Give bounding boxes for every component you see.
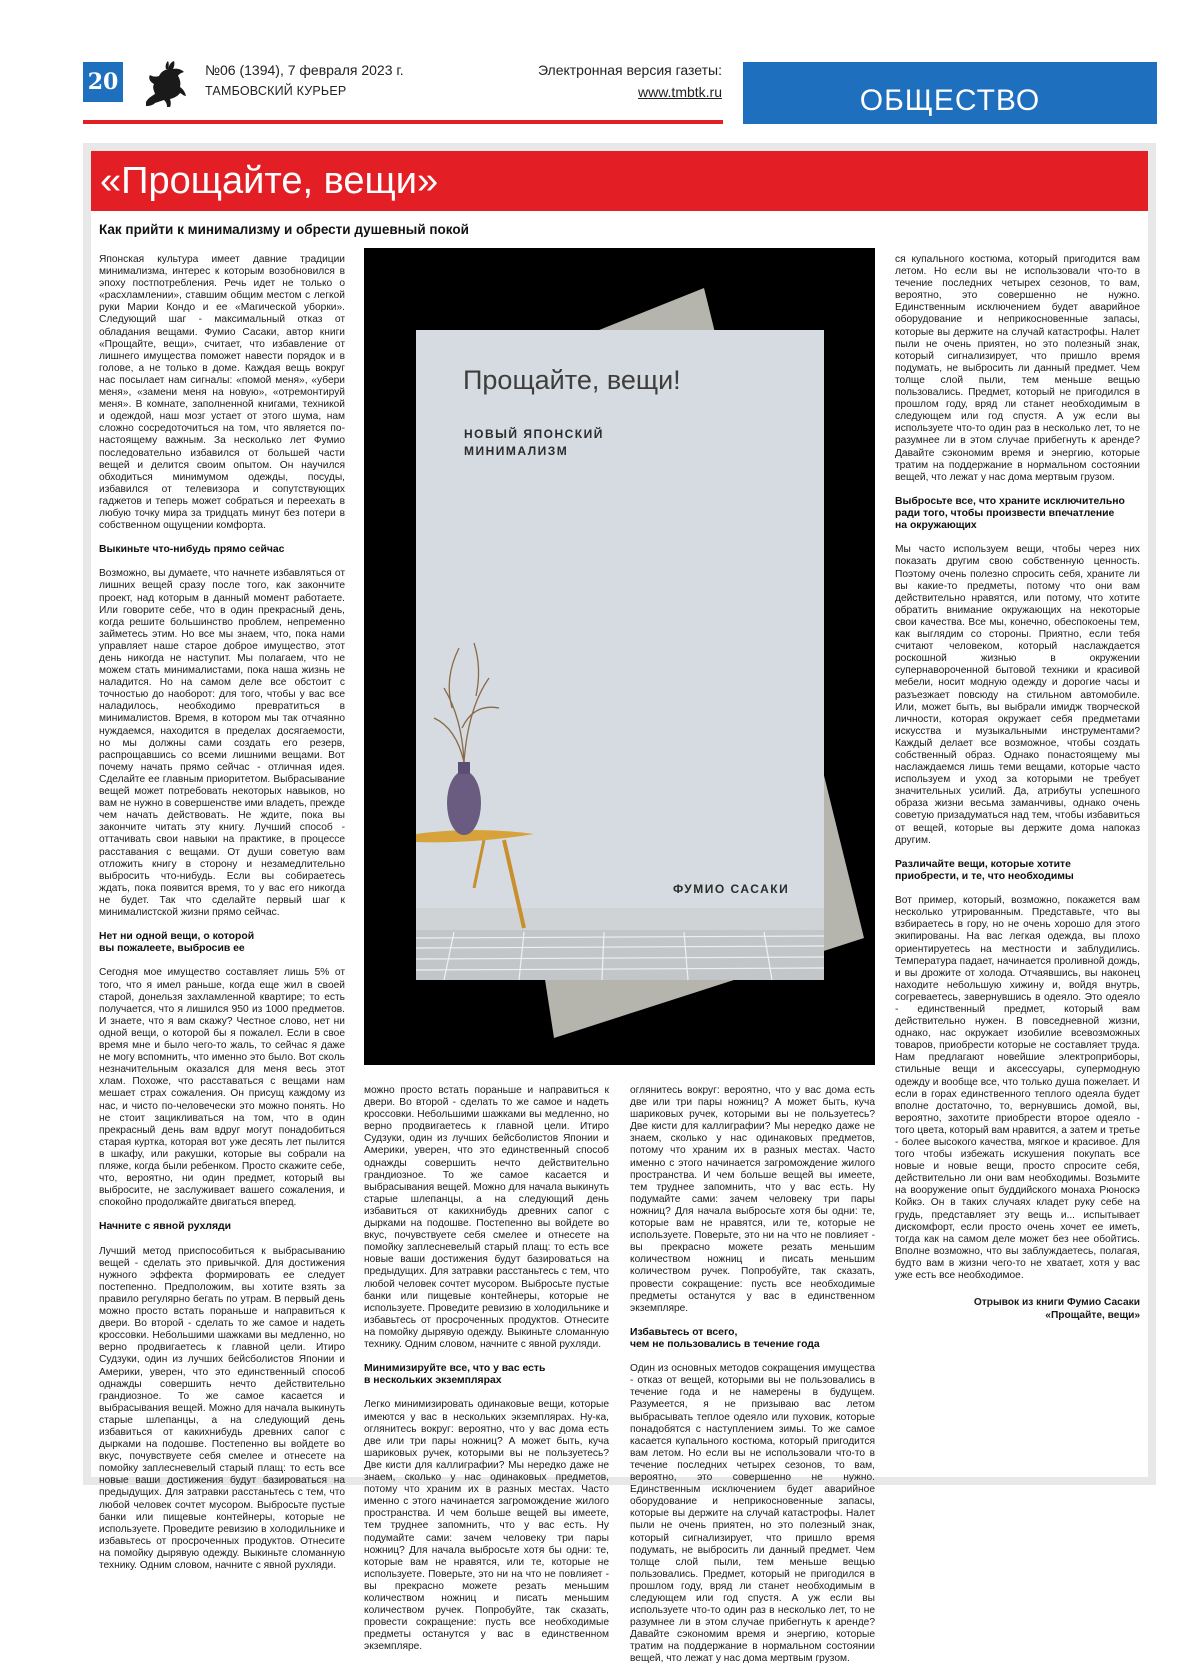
intro-paragraph: Японская культура имеет давние традиции минимализма, интерес к которым возобновился в эпоху постпотребления. Речь идет не только о «расхламлении», ставшим общим местом с легкой руки Марии Кондо и ее «Магической уборки». Следующий шаг - максимальный отказ от обладания вещами. Фумио Сасаки, автор книги «Прощайте, вещи», считает, что избавление от лишнего имущества поможет навести порядок и в голове, а не только в доме. Каждая вещь вокруг нас посылает нам сигналы: «помой меня», «убери меня», «замени меня на новую», «отремонтируй меня». В комнате, заполненной книгами, техникой и одеждой, наш мозг устает от этого шума, нам сложно сосредоточиться на том, что является по-настоящему важным. За несколько лет Фумио последовательно избавился от большей части вещей и делится своим опытом. Он научился обходиться минимумом одежды, посуды, избавился от телевизора и сопутствующих гаджетов и теперь может собраться и переехать в любую точку мира за тридцать минут без потери в собственном ощущении комфорта. [99, 254, 345, 532]
paragraph: Один из основных методов сокращения имущества - отказ от вещей, которыми вы не пользовались в течение года и не намерены в будущем. Разумеется, я не призываю вас летом выбрасывать теплое одеяло или пуховик, которые понадобятся с наступлением зимы. То же самое касается купального костюма, который пригодится вам летом. Но если вы не использовали что-то в течение последних четырех сезонов, то вам, вероятно, это совершенно не нужно. Единственным исключением будет аварийное оборудование и неприкосновенные запасы, которые вы держите на случай катастрофы. Налет пыли не очень приятен, но это полезный знак, который сигнализирует, что пришло время подумать, не выбросить ли данный предмет. Чем толще слой пыли, тем меньше вещью пользовались. Предмет, который не пригодился в прошлом году, вряд ли станет необходимым в следующем или год спустя. А уж если вы используете что-то один раз в несколько лет, то не разумнее ли в этом случае прибегнуть к аренде? Давайте сэкономим время и энергию, которые тратим на поддержание в нормальном состоянии вещей, что лежат у нас дома мертвым грузом. [630, 1363, 875, 1665]
subheading: Избавьтесь от всего, [630, 1326, 738, 1338]
header-divider [83, 120, 723, 124]
subheading: приобрести, и те, что необходимы [895, 870, 1074, 882]
subheading: в нескольких экземплярах [364, 1375, 502, 1387]
subheading: Выбросьте все, что храните исключительно [895, 495, 1125, 507]
subheading: Выкиньте что-нибудь прямо сейчас [99, 544, 285, 556]
cover-subtitle: МИНИМАЛИЗМ [464, 444, 569, 458]
article-title: «Прощайте, вещи» [100, 160, 439, 202]
page-number: 20 [83, 62, 123, 102]
cover-title: Прощайте, вещи! [463, 365, 681, 395]
subheading: Различайте вещи, которые хотите [895, 858, 1071, 870]
column-1 [99, 254, 345, 1571]
subheading: вы пожалеете, выбросив ее [99, 943, 245, 955]
subheading: Нет ни одной вещи, о которой [99, 931, 255, 943]
subheading: на окружающих [895, 520, 977, 532]
cover-author: ФУМИО САСАКИ [673, 882, 790, 896]
paragraph: Вот пример, который, возможно, покажется вам несколько утрированным. Представьте, что вы взбираетесь в гору, но не очень хорошо для этого экипированы. На вас легкая одежда, вы плохо ориентируетесь на местности и заблудились. Температура падает, начинается проливной дождь, и вы дрожите от холода. Отчаявшись, вы наконец находите небольшую хижину и, войдя внутрь, согреваетесь, завернувшись в одеяло. Это одеяло - единственный предмет, который вам действительно нужен. В повседневной жизни, однако, нас окружает изобилие всевозможных товаров, приобрести которые не составляет труда. Нам предлагают новейшие электроприборы, стильные вещи и аксессуары, супермодную одежду и вообще все, что только душа пожелает. И если в горах единственного теплого одеяла будет вполне достаточно, то, вернувшись домой, вы, вероятно, захотите приобрести второе одеяло - того цвета, который вам нравится, а затем и третье - более высокого качества, мягкое и красивое. Для того чтобы избежать искушения покупать все новые и новые вещи, просто спросите себя, действительно ли они вам необходимы. Возьмите на вооружение опыт буддийского монаха Рюноскэ Койкэ. Он в таких случаях кладет руку себе на грудь, представляет эту вещь и... испытывает дискомфорт, если просто очень хочет ее иметь, тогда как на самом деле может без нее обойтись. Вполне возможно, что вы заблуждаетесь, полагая, будто вам в жизни чего-то не хватает, хотя у вас уже есть все необходимое. [895, 895, 1140, 1282]
paragraph: Сегодня мое имущество составляет лишь 5% от того, что я имел раньше, когда еще жил в своей старой, донельзя захламленной квартире; то есть получается, что я лишился 950 из 1000 предметов. И знаете, что я вам скажу? Честное слово, нет ни одной вещи, о которой бы я пожалел. Если в свое время мне и было чего-то жаль, то сейчас я даже не могу вспомнить, что именно это было. Вот сколь незначительным оказался для меня весь этот хлам. Похоже, что расставаться с вещами нам мешает страх сожаления. Он присущ каждому из нас, и чисто по-человечески это можно понять. Но не стоит зацикливаться на том, что в один прекрасный день вам вдруг могут понадобиться старая куртка, которая вот уже десять лет пылится в шкафу, или ракушки, которые вы собрали на пляже, когда были ребенком. Просто скажите себе, что, вероятно, ни один предмет, который вы выбросите, не заслуживает вашего сожаления, и спокойно продолжайте двигаться вперед. [99, 967, 345, 1209]
signature-line: Отрывок из книги Фумио Сасаки [973, 1297, 1140, 1309]
article-subtitle: Как прийти к минимализму и обрести душевный покой [99, 222, 469, 237]
cover-subtitle: НОВЫЙ ЯПОНСКИЙ [464, 427, 604, 441]
horse-rider-logo-icon [140, 58, 192, 108]
paragraph: Возможно, вы думаете, что начнете избавляться от лишних вещей сразу после того, как закончите проект, над которым в данный момент работаете. Или говорите себе, что в один прекрасный день, когда решите большинство проблем, непременно займетесь этим. Но все мы знаем, что, пока нами управляет наше старое доброе имущество, этот день никогда не наступит. Мы полагаем, что не можем стать минималистами, пока наша жизнь не наладится. Но на самом деле все обстоит с точностью до наоборот: для того, чтобы у вас все наладилось, необходимо превратиться в минималистов. Время, в котором мы так отчаянно нуждаемся, находится в пределах досягаемости, но мы должны сами создать его резерв, распрощавшись со всеми лишними вещами. Вот почему начать прямо сейчас - отличная идея. Сделайте ее главным приоритетом. Выбрасывание вещей может потребовать некоторых навыков, но вам не нужно в совершенстве ими владеть, прежде чем начать действовать. Не ждите, пока вы закончите читать эту книгу. Лучший способ - оттачивать свои навыки на практике, в процессе расставания с вещами. От души советую вам отложить книгу в сторону и незамедлительно выбросить что-нибудь. Если вы собираетесь ждать, пока появится время, то у вас его никогда не будет. Так что сделайте первый шаг к минималистской жизни прямо сейчас. [99, 568, 345, 918]
column-3 [630, 1085, 875, 1665]
issue-line: №06 (1394), 7 февраля 2023 г. [205, 62, 404, 78]
paragraph: Мы часто используем вещи, чтобы через них показать другим свою собственную ценность. Поэтому очень полезно спросить себя, храните ли вы какие-то предметы, потому что они вам действительно нравятся, или потому, что хотите обратить внимание окружающих на некоторые свои качества. Все мы, конечно, обеспокоены тем, как выглядим со стороны. Приятно, если тебя считают человеком, который наслаждается роскошной жизнью в окружении супернавороченной бытовой техники и красивой мебели, носит модную одежду и дорогие часы и разъезжает повсюду на стильном автомобиле. Или, может быть, вы выбрали имидж творческой личности, которая окружает себя предметами искусства и музыкальными инструментами? Каждый делает все возможное, чтобы создать собственный образ. Однако понастоящему мы наслаждаемся лишь теми вещами, которые часто используем и уход за которыми не требует значительных усилий. Да, атрибуты успешного образа жизни весьма заманчивы, однако очень советую призадуматься над тем, чтобы избавиться от вещей, которые вы держите дома напоказ другим. [895, 544, 1140, 846]
newspaper-name: ТАМБОВСКИЙ КУРЬЕР [205, 84, 347, 98]
subheading: Минимизируйте все, что у вас есть [364, 1363, 546, 1375]
paragraph: Легко минимизировать одинаковые вещи, которые имеются у вас в нескольких экземплярах. Ну-ка, оглянитесь вокруг: вероятно, что у вас дома есть две или три пары ножниц? А может быть, куча шариковых ручек, которыми вы не пользуетесь? Две кисти для каллиграфии? Мы нередко даже не знаем, сколько у нас одинаковых предметов, потому что храним их в разных местах. Часто именно с этого начинается загромождение жилого пространства. И чем больше вещей вы имеете, тем труднее запомнить, что у вас есть. Ну подумайте сами: зачем человеку три пары ножниц? Для начала выбросьте хотя бы одни: те, которые вам не нравятся, или те, которые не используете. Поверьте, это ни на что не повлияет - вы прекрасно можете резать меньшим количеством ножниц и писать меньшим количеством ручек. Попробуйте, так сказать, провести сокращение: пусть все необходимые предметы останутся у вас в единственном экземпляре. [364, 1399, 609, 1653]
column-4 [895, 254, 1140, 1476]
source-signature [895, 1296, 1140, 1322]
paragraph: можно просто встать пораньше и направиться к двери. Во второй - сделать то же самое и надеть кроссовки. Небольшими шажками вы медленно, но верно продвигаетесь к главной цели. Итиро Судзуки, один из лучших бейсболистов Японии и Америки, уверен, что это единственный способ однажды совершить нечто действительно грандиозное. То же самое касается и выбрасывания вещей. Можно для начала выкинуть старые шлепанцы, а на следующий день избавиться от какихнибудь древних сапог с дырками на подошве. Постепенно вы войдете во вкус, почувствуете себя смелее и отнесете на помойку заплесневелый старый плащ: то есть все новые ваши достижения будут базироваться на предыдущих. Для затравки расстаньтесь с тем, что любой человек сочтет мусором. Выбросьте пустые банки или пищевые контейнеры, которые не используете. Проведите ревизию в холодильнике и избавьтесь от просроченных продуктов. Отнесите на помойку дырявую одежду. Выкиньте сломанную технику. Одним словом, начните с явной рухляди. [364, 1085, 609, 1350]
signature-line: «Прощайте, вещи» [1045, 1310, 1140, 1322]
subheading: Начните с явной рухляди [99, 1221, 232, 1233]
paragraph: Лучший метод приспособиться к выбрасыванию вещей - сделать это привычкой. Для достижения нужного эффекта формировать ее следует постепенно. Предположим, вы хотите взять за правило регулярно бегать по утрам. В первый день можно просто встать пораньше и направиться к двери. Во второй - сделать то же самое и надеть кроссовки. Небольшими шажками вы медленно, но верно продвигаетесь к главной цели. Итиро Судзуки, один из лучших бейсболистов Японии и Америки, уверен, что это единственный способ однажды совершить нечто действительно грандиозное. То же самое касается и выбрасывания вещей. Можно для начала выкинуть старые шлепанцы, а на следующий день избавиться от какихнибудь древних сапог с дырками на подошве. Постепенно вы войдете во вкус, почувствуете себя смелее и отнесете на помойку заплесневелый старый плащ: то есть все новые ваши достижения будут базироваться на предыдущих. Для затравки расстаньтесь с тем, что любой человек сочтет мусором. Выбросьте пустые банки или пищевые контейнеры, которые не используете. Проведите ревизию в холодильнике и избавьтесь от просроченных продуктов. Отнесите на помойку дырявую одежду. Выкиньте сломанную технику. Одним словом, начните с явной рухляди. [99, 1245, 345, 1571]
website-link[interactable]: www.tmbtk.ru [637, 84, 722, 100]
paragraph: ся купального костюма, который пригодится вам летом. Но если вы не использовали что-то в течение последних четырех сезонов, то вам, вероятно, это совершенно не нужно. Единственным исключением будет аварийное оборудование и неприкосновенные запасы, которые вы держите на случай катастрофы. Налет пыли не очень приятен, но это полезный знак, который сигнализирует, что пришло время подумать, не выбросить ли данный предмет. Чем толще слой пыли, тем меньше вещью пользовались. Предмет, который не пригодился в прошлом году, вряд ли станет необходимым в следующем или год спустя. А уж если вы используете что-то один раз в несколько лет, то не разумнее ли в этом случае прибегнуть к аренде? Давайте сэкономим время и энергию, которые тратим на поддержание в нормальном состоянии вещей, что лежат у нас дома мертвым грузом. [895, 254, 1140, 483]
column-2 [364, 1085, 609, 1653]
subheading: ради того, чтобы произвести впечатление [895, 507, 1115, 519]
section-banner: ОБЩЕСТВО [743, 62, 1157, 124]
electronic-version-label: Электронная версия газеты: [537, 62, 722, 78]
paragraph: оглянитесь вокруг: вероятно, что у вас дома есть две или три пары ножниц? А может быть, куча шариковых ручек, которыми вы не пользуетесь? Две кисти для каллиграфии? Мы нередко даже не знаем, сколько у нас одинаковых предметов, потому что храним их в разных местах. Часто именно с этого начинается загромождение жилого пространства. И чем больше вещей вы имеете, тем труднее запомнить, что у вас есть. Ну подумайте сами: зачем человеку три пары ножниц? Для начала выбросьте хотя бы одни: те, которые вам не нравятся, или те, которые не используете. Поверьте, это ни на что не повлияет - вы прекрасно можете резать меньшим количеством ножниц и писать меньшим количеством ручек. Попробуйте, так сказать, провести сокращение: пусть все необходимые предметы останутся у вас в единственном экземпляре. [630, 1085, 875, 1314]
subheading: чем не пользовались в течение года [630, 1338, 820, 1350]
